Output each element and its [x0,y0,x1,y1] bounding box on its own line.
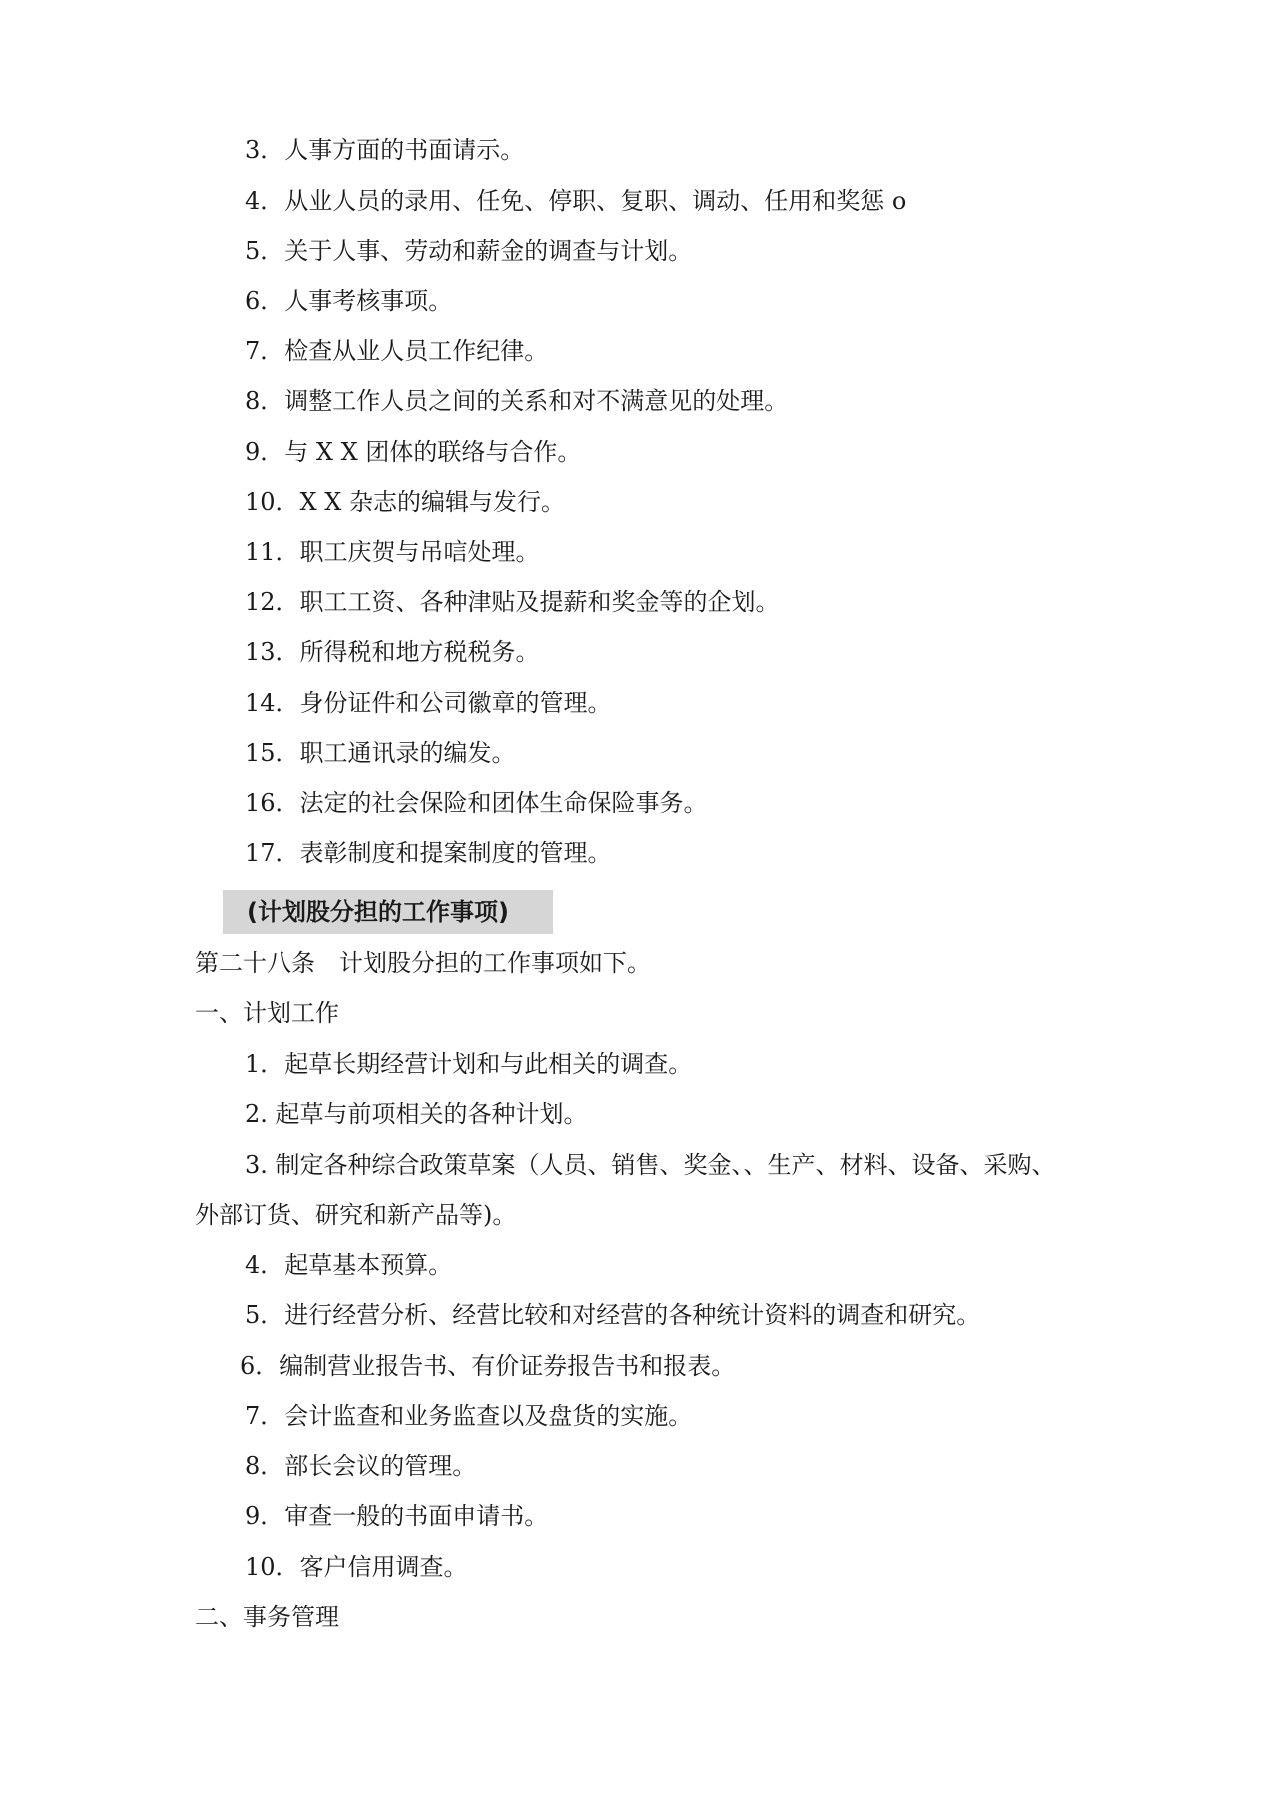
list-item: 12．职工工资、各种津贴及提薪和奖金等的企划。 [245,588,780,616]
list-item: 10．客户信用调查。 [245,1553,468,1581]
list-item: 7．检查从业人员工作纪律。 [245,337,549,365]
list-item: 16．法定的社会保险和团体生命保险事务。 [245,789,708,817]
list-item: 3．人事方面的书面请示。 [245,136,525,164]
list-item: 15．职工通讯录的编发。 [245,739,516,767]
list-item-continuation: 外部订货、研究和新产品等)。 [195,1201,517,1229]
section-heading-text: (计划股分担的工作事项) [247,898,509,926]
part-title: 一、计划工作 [195,999,339,1027]
list-item: 3. 制定各种综合政策草案（人员、销售、奖金、、生产、材料、设备、采购、 [245,1151,1056,1179]
list-item: 1．起草长期经营计划和与此相关的调查。 [245,1050,693,1078]
list-item: 6．人事考核事项。 [245,287,453,315]
article-line: 第二十八条 计划股分担的工作事项如下。 [195,949,651,977]
list-item: 8．部长会议的管理。 [245,1452,477,1480]
list-item: 7．会计监查和业务监查以及盘货的实施。 [245,1402,693,1430]
list-item: 5．关于人事、劳动和薪金的调查与计划。 [245,237,693,265]
list-item: 9．审查一般的书面申请书。 [245,1502,549,1530]
list-item: 8．调整工作人员之间的关系和对不满意见的处理。 [245,387,789,415]
list-item: 4．起草基本预算。 [245,1251,453,1279]
list-item: 4．从业人员的录用、任免、停职、复职、调动、任用和奖惩 o [245,187,907,215]
part-title: 二、事务管理 [195,1603,339,1631]
list-item: 2. 起草与前项相关的各种计划。 [245,1100,588,1128]
list-item: 11．职工庆贺与吊唁处理。 [245,538,540,566]
list-item: 9．与 X X 团体的联络与合作。 [245,438,582,466]
list-item: 13．所得税和地方税税务。 [245,638,540,666]
list-item: 5．进行经营分析、经营比较和对经营的各种统计资料的调查和研究。 [245,1301,981,1329]
list-item: 6．编制营业报告书、有价证券报告书和报表。 [240,1352,736,1380]
list-item: 14．身份证件和公司徽章的管理。 [245,689,612,717]
list-item: 17．表彰制度和提案制度的管理。 [245,839,612,867]
list-item: 10．X X 杂志的编辑与发行。 [245,488,565,516]
section-heading [223,890,553,934]
